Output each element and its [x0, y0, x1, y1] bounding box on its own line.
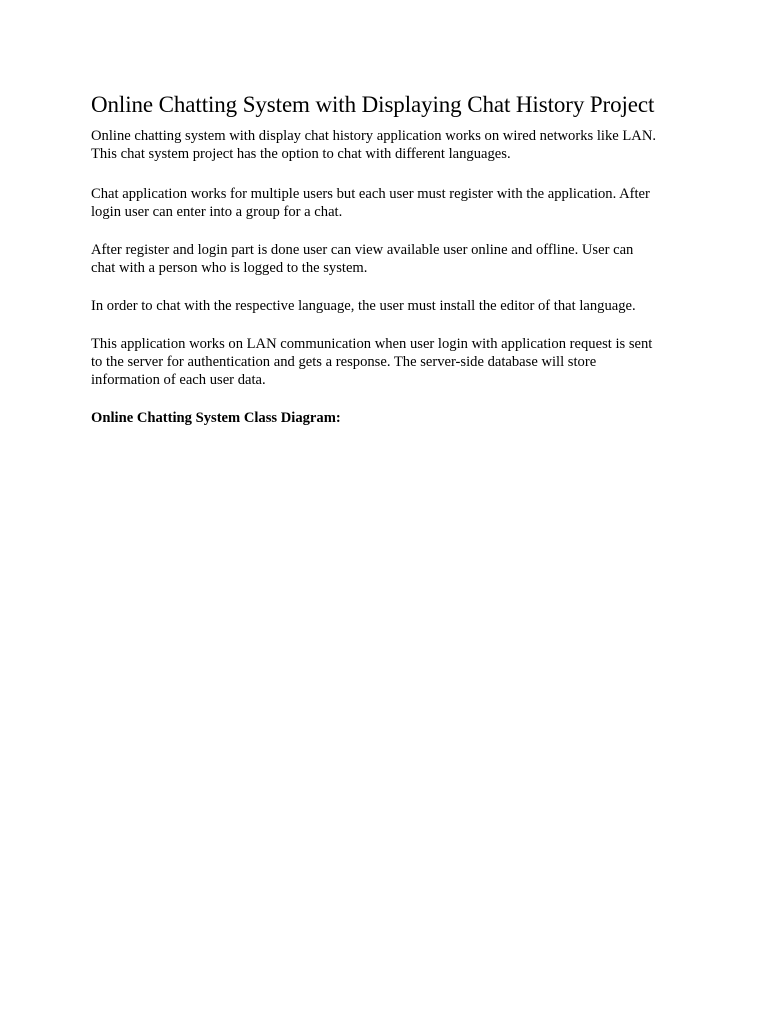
class-diagram-heading: Online Chatting System Class Diagram: — [91, 410, 341, 426]
paragraph-line: login user can enter into a group for a chat. — [91, 204, 343, 220]
document-content — [91, 90, 691, 427]
paragraph-line: This chat system project has the option to chat with different languages. — [91, 146, 511, 162]
paragraph-line: information of each user data. — [91, 372, 266, 388]
paragraph-lan-overview — [91, 127, 691, 163]
paragraph-line: After register and login part is done user can view available user online and offline. User can — [91, 242, 634, 258]
paragraph-line: In order to chat with the respective language, the user must install the editor of that language. — [91, 298, 636, 314]
paragraph-line: to the server for authentication and gets a response. The server-side database will store — [91, 354, 597, 370]
document-title: Online Chatting System with Displaying Chat History Project — [91, 92, 655, 117]
paragraph-line: Chat application works for multiple users but each user must register with the application. After — [91, 186, 650, 202]
paragraph-language-editor — [91, 297, 691, 315]
paragraph-authentication — [91, 335, 691, 389]
paragraph-online-status — [91, 241, 691, 277]
paragraph-line: chat with a person who is logged to the system. — [91, 260, 368, 276]
paragraph-line: This application works on LAN communication when user login with application request is sent — [91, 336, 653, 352]
paragraph-registration — [91, 185, 691, 221]
paragraph-line: Online chatting system with display chat history application works on wired networks like LAN. — [91, 128, 657, 144]
